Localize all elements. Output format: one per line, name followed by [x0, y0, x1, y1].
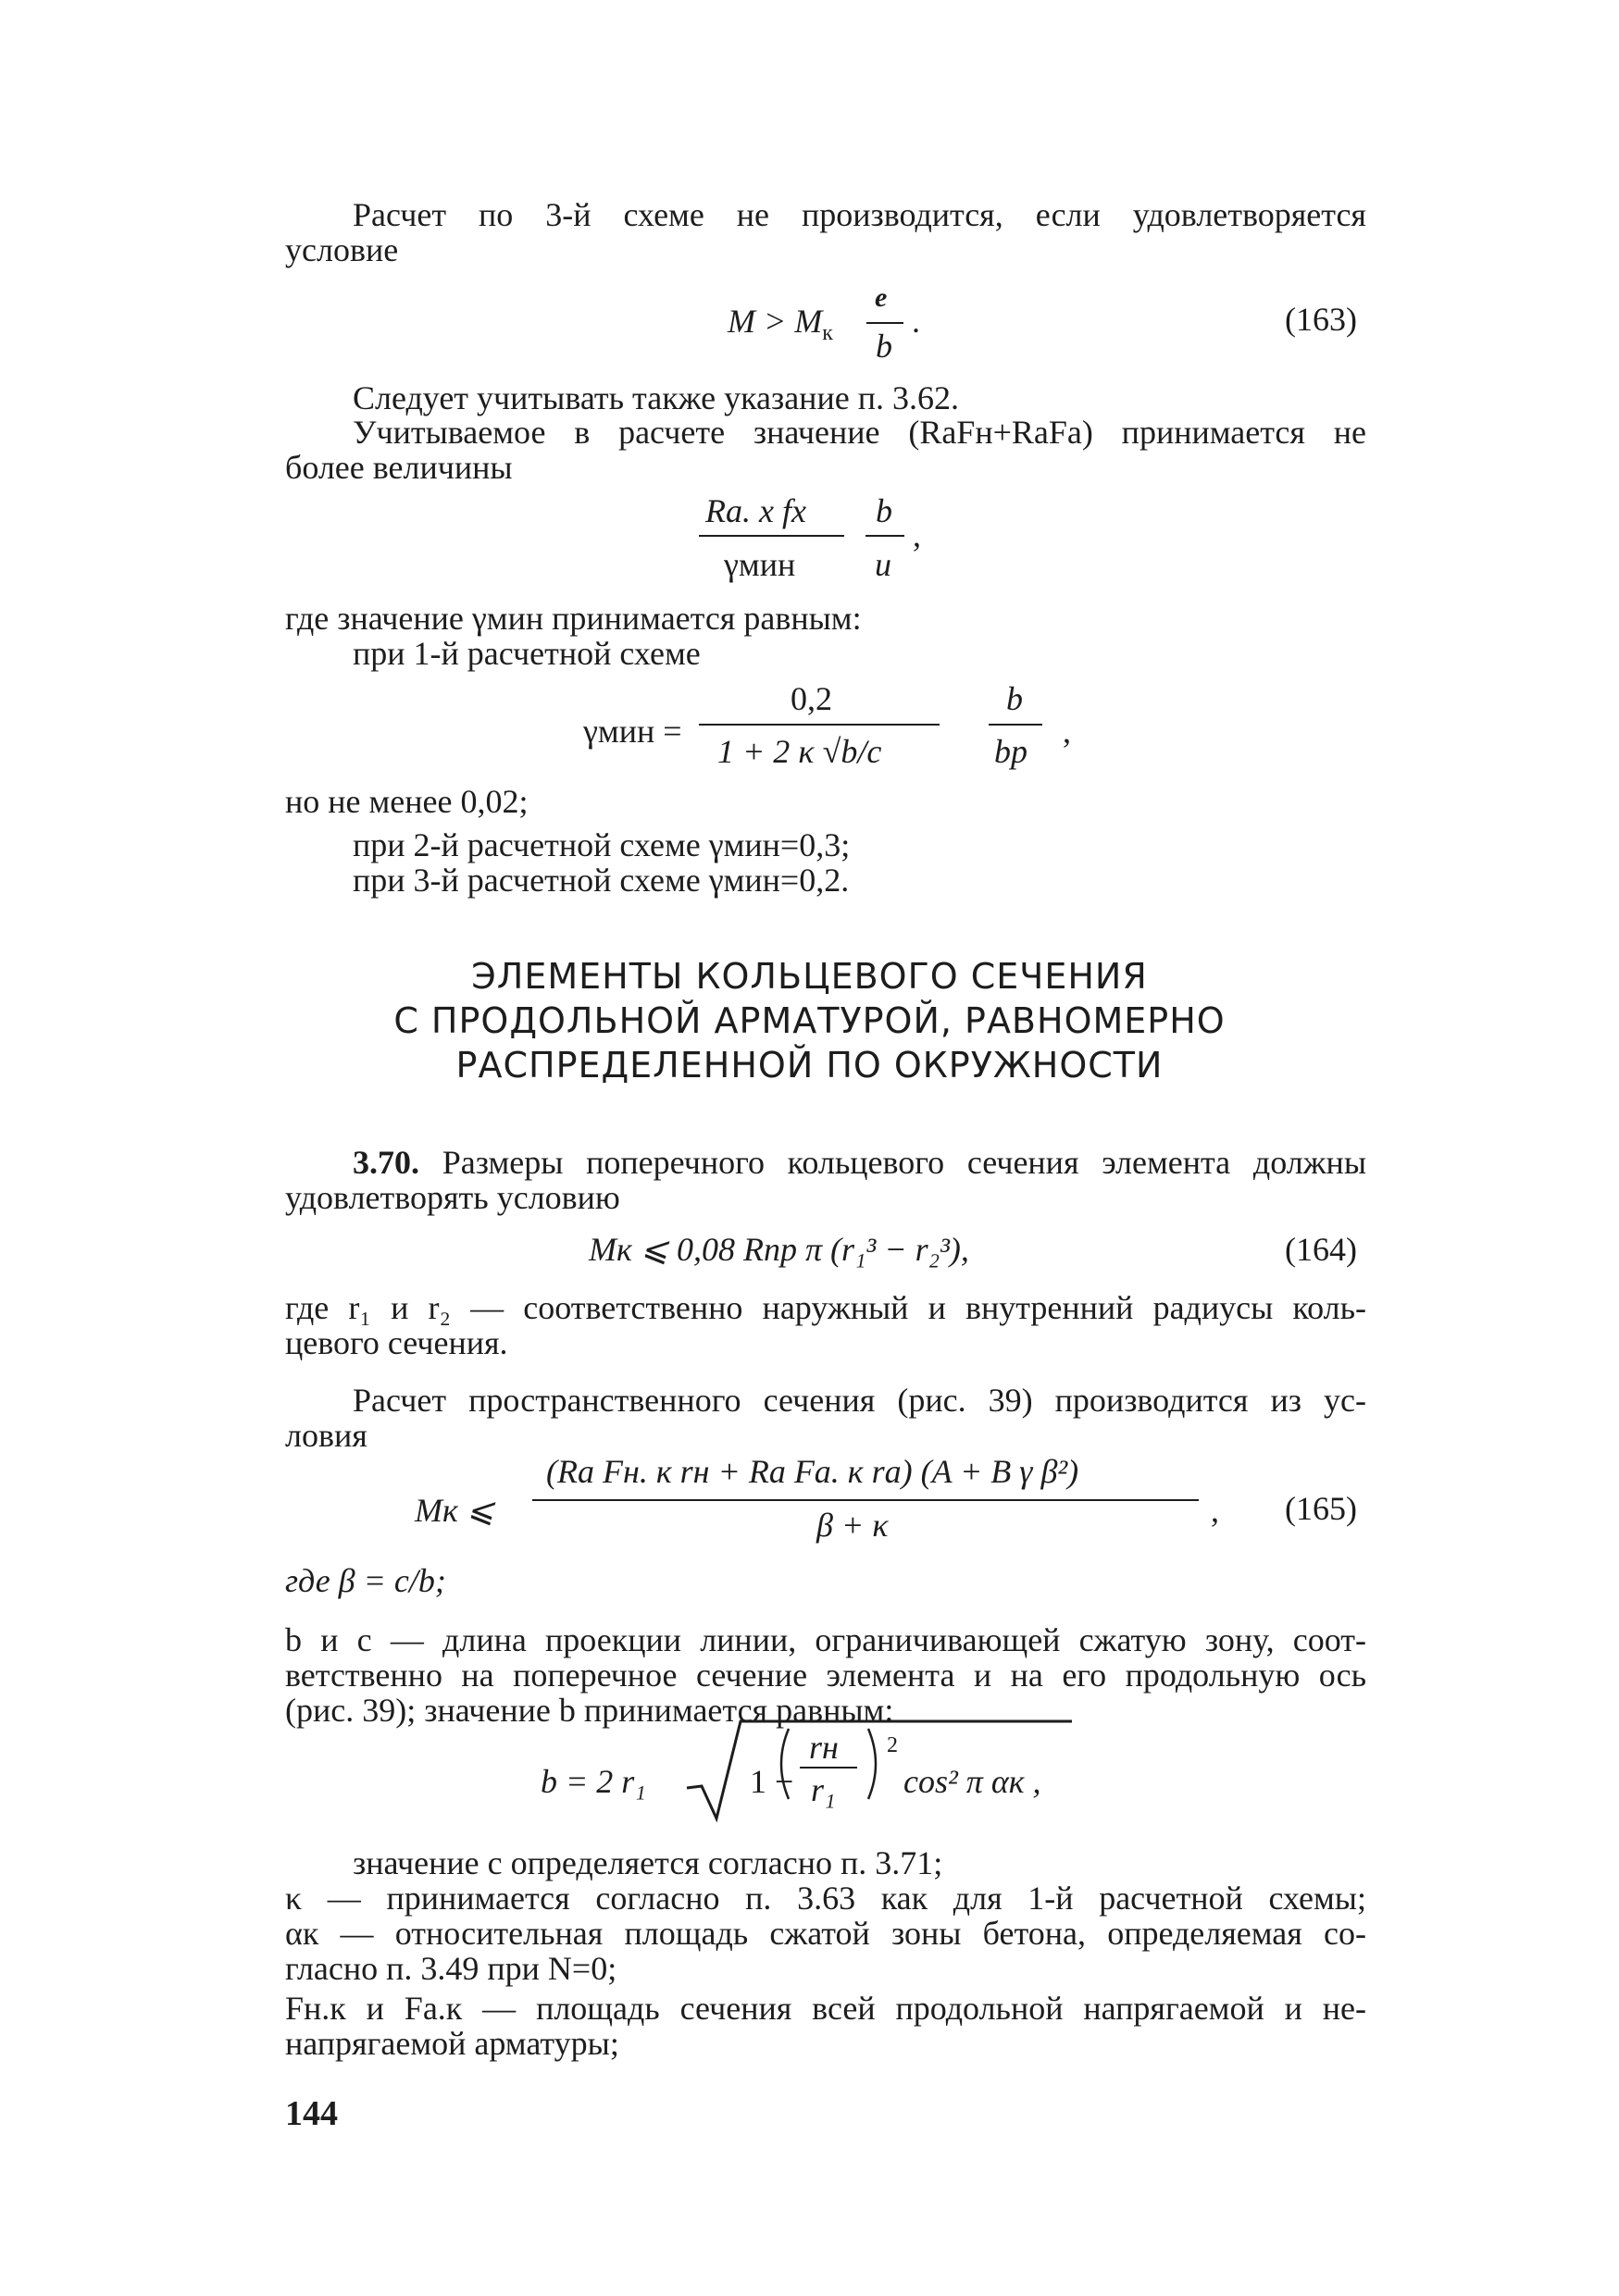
eq163-number: (163): [1285, 301, 1357, 338]
intro-line-1: Расчет по 3-й схеме не производится, если удовлетворяется: [353, 196, 1366, 233]
bc-line-2: ветственно на поперечное сечение элемента и на его продольную ось: [285, 1657, 1366, 1694]
bc-line-3: (рис. 39); значение b принимается равным:: [285, 1692, 894, 1729]
def-f-1: Fн.к и Fa.к — площадь сечения всей продольной напрягаемой и не-: [285, 1990, 1366, 2027]
def-alpha-1: αк — относительная площадь сжатой зоны бетона, определяемая со-: [285, 1915, 1366, 1952]
gamma-num-2: b: [1006, 680, 1023, 717]
eq165-den: β + κ: [816, 1507, 889, 1544]
bc-line-1: b и c — длина проекции линии, ограничивающей сжатую зону, соот-: [285, 1621, 1366, 1658]
limit-den-2: u: [875, 546, 891, 583]
eq164: Mк ⩽ 0,08 Rпр π (r₁³ − r₂³),: [589, 1231, 969, 1268]
considered-line-1: Учитываемое в расчете значение (RaFн+RaFa) принимается не: [353, 414, 1366, 451]
eq165-lhs: Mк ⩽: [415, 1492, 494, 1529]
eq163-num: e: [875, 282, 888, 313]
limit-num: Ra. x fx: [705, 492, 806, 529]
scheme-3: при 3-й расчетной схеме γмин=0,2.: [353, 862, 850, 899]
eq163-tail: .: [912, 303, 920, 340]
p370-text: Размеры поперечного кольцевого сечения элемента должны: [442, 1144, 1367, 1181]
gamma-den-2: bр: [994, 733, 1027, 770]
radii-line-1: где r₁ и r₂ — соответственно наружный и внутренний радиусы коль-: [285, 1289, 1366, 1326]
beta-def: где β = c/b;: [285, 1562, 446, 1599]
def-c: значение c определяется согласно п. 3.71;: [353, 1844, 943, 1881]
gamma-den: 1 + 2 κ √b/c: [717, 733, 882, 770]
min-note: но не менее 0,02;: [285, 783, 529, 820]
def-alpha-2: гласно п. 3.49 при N=0;: [285, 1950, 617, 1987]
p370-number: 3.70.: [353, 1144, 419, 1181]
b-eq-lhs: b = 2 r₁: [541, 1763, 646, 1800]
b-eq-frac-bar: [800, 1767, 857, 1769]
note-362: Следует учитывать также указание п. 3.62.: [353, 379, 959, 416]
b-eq-frac-den: r₁: [811, 1771, 836, 1808]
section-heading-line-2: С ПРОДОЛЬНОЙ АРМАТУРОЙ, РАВНОМЕРНО: [393, 1000, 1226, 1041]
page-number: 144: [285, 2094, 338, 2133]
spatial-line-1: Расчет пространственного сечения (рис. 39) производится из ус-: [353, 1382, 1366, 1419]
eq165-number: (165): [1285, 1490, 1357, 1527]
b-eq-frac-num: rн: [809, 1729, 839, 1766]
spatial-line-2: ловия: [285, 1417, 367, 1454]
gamma-lhs: γмин =: [583, 713, 682, 750]
limit-den: γмин: [724, 546, 796, 583]
gamma-def-line-2: при 1-й расчетной схеме: [353, 635, 701, 672]
b-eq-tail: cos² π αк ,: [903, 1763, 1041, 1800]
p370-line-2: удовлетворять условию: [285, 1179, 620, 1216]
eq164-number: (164): [1285, 1231, 1357, 1268]
limit-tail: ,: [913, 516, 921, 553]
def-f-2: напрягаемой арматуры;: [285, 2025, 619, 2062]
eq165-tail: ,: [1211, 1492, 1219, 1529]
gamma-def-line-1: где значение γмин принимается равным:: [285, 600, 862, 637]
b-eq-power: 2: [887, 1733, 898, 1757]
def-kappa: κ — принимается согласно п. 3.63 как для 1-й расчетной схемы;: [285, 1880, 1366, 1917]
radii-line-2: цевого сечения.: [285, 1324, 508, 1361]
gamma-tail: ,: [1063, 713, 1071, 750]
limit-num-2: b: [876, 492, 892, 529]
intro-line-2: условие: [285, 231, 399, 268]
eq163-lhs: M > M: [728, 303, 823, 340]
b-eq-one: 1 −: [750, 1763, 794, 1800]
scheme-2: при 2-й расчетной схеме γмин=0,3;: [353, 826, 851, 863]
eq163-sub: к: [822, 321, 833, 345]
section-heading-line-3: РАСПРЕДЕЛЕННОЙ ПО ОКРУЖНОСТИ: [455, 1045, 1164, 1086]
eq165-num: (Ra Fн. к rн + Ra Fa. к ra) (A + B γ β²): [546, 1453, 1079, 1490]
gamma-num: 0,2: [791, 680, 832, 717]
eq163-den: b: [876, 328, 892, 365]
section-heading-line-1: ЭЛЕМЕНТЫ КОЛЬЦЕВОГО СЕЧЕНИЯ: [471, 956, 1148, 997]
considered-line-2: более величины: [285, 449, 513, 486]
